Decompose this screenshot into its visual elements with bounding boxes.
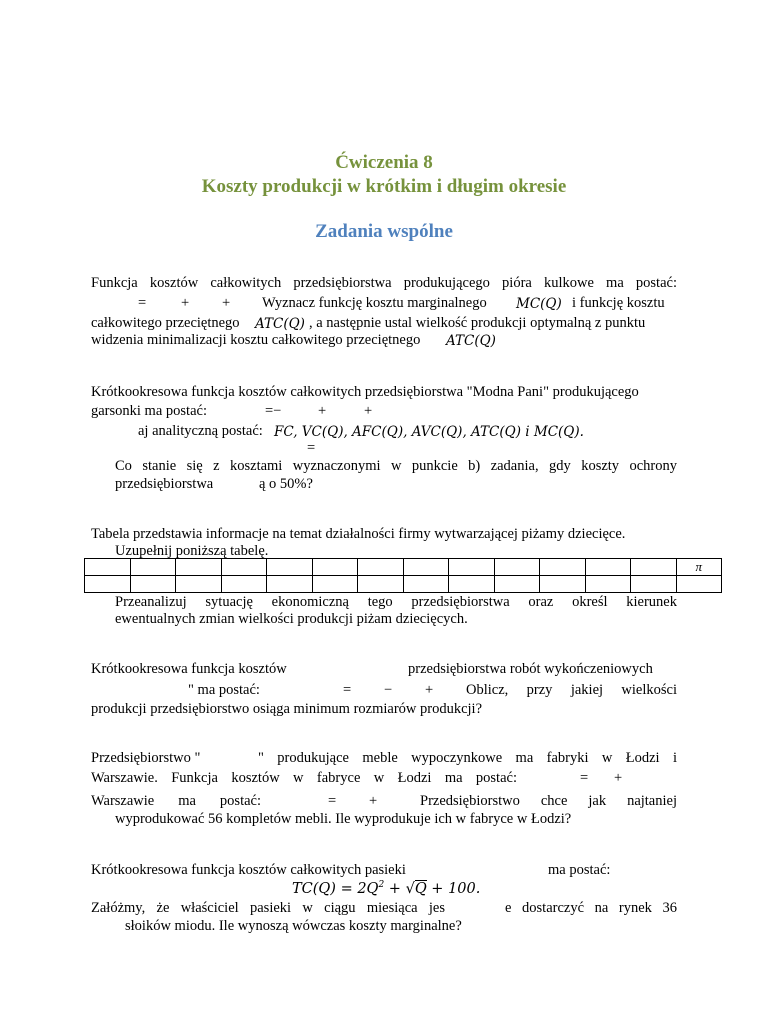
table-row [85, 576, 722, 593]
table-cell [358, 576, 404, 593]
task1-line3a: całkowitego przeciętnego [91, 315, 240, 331]
task5-eq-sym: = [580, 770, 589, 786]
task4-line3: produkcji przedsiębiorstwo osiąga minimum rozmiarów produkcji? [91, 701, 483, 717]
task5-eq-sym: = [328, 793, 337, 809]
task4-line1a: Krótkookresowa funkcja kosztów [91, 661, 287, 677]
task3-line4: ewentualnych zmian wielkości produkcji piżam dziecięcych. [115, 611, 468, 627]
table-row [85, 559, 722, 576]
table-cell [585, 559, 631, 576]
task2-line3: aj analityczną postać: [138, 423, 263, 439]
sqrt-argument: Q [414, 880, 427, 897]
task5-line4: wyprodukować 56 kompletów mebli. Ile wyprodukuje ich w fabryce w Łodzi? [115, 811, 572, 827]
table-cell [494, 559, 540, 576]
task4-eq-sym: − [384, 682, 393, 698]
table-cell [449, 576, 495, 593]
table-cell [176, 559, 222, 576]
table-cell [221, 559, 267, 576]
table-cell [585, 576, 631, 593]
table-cell [267, 559, 313, 576]
task6-formula [292, 880, 480, 897]
task2-line5b: ą o 50%? [259, 476, 313, 492]
table-cell [312, 576, 358, 593]
task6-line4: słoików miodu. Ile wynoszą wówczas koszty marginalne? [125, 918, 462, 934]
task6-line3b: e dostarczyć na rynek 36 [505, 900, 677, 916]
table-cell [85, 576, 131, 593]
task6-line1b: ma postać: [548, 862, 611, 878]
table-cell [403, 576, 449, 593]
task2-line2: garsonki ma postać: [91, 403, 207, 419]
task1-eq-sym: + [181, 295, 190, 311]
task4-line1b: przedsiębiorstwa robót wykończeniowych [408, 661, 653, 677]
task2-line4: Co stanie się z kosztami wyznaczonymi w punkcie b) zadania, gdy koszty ochrony [115, 458, 677, 474]
task2-eq-sym: = [307, 440, 316, 456]
formula-plus: + [384, 880, 406, 897]
task5-eq-sym: + [369, 793, 378, 809]
table-cell [676, 576, 722, 593]
table-cell [130, 559, 176, 576]
task5-line3a: Warszawie ma postać: [91, 793, 261, 809]
task4-eq-sym: + [425, 682, 434, 698]
formula-exponent: 2 [378, 880, 385, 890]
table-cell [494, 576, 540, 593]
table-cell [312, 559, 358, 576]
task1-line2-end: i funkcję kosztu [572, 295, 665, 311]
sqrt-symbol: √ [405, 880, 415, 897]
formula-end: + 100. [426, 880, 481, 897]
task1-atc-math: ATC(Q) [255, 316, 305, 332]
table-cell [130, 576, 176, 593]
page-title: Ćwiczenia 8 [335, 152, 433, 173]
table-cell [267, 576, 313, 593]
table-cell [631, 559, 677, 576]
task4-line2b: Oblicz, przy jakiej wielkości [466, 682, 677, 698]
task3-line2: Uzupełnij poniższą tabelę. [115, 543, 269, 559]
table-cell [85, 559, 131, 576]
table-cell [540, 576, 586, 593]
table-cell [221, 576, 267, 593]
table-cell [540, 559, 586, 576]
task6-line3a: Załóżmy, że właściciel pasieki w ciągu miesiąca jes [91, 900, 445, 916]
task1-line1: Funkcja kosztów całkowitych przedsiębiorstwa produkującego pióra kulkowe ma postać: [91, 275, 677, 291]
task5-eq-sym: + [614, 770, 623, 786]
task3-line3: Przeanalizuj sytuację ekonomiczną tego przedsiębiorstwa oraz określ kierunek [115, 594, 677, 610]
task4-eq-sym: = [343, 682, 352, 698]
task5-line3b: Przedsiębiorstwo chce jak najtaniej [420, 793, 677, 809]
formula-lhs: TC(Q) = 2Q [292, 880, 379, 897]
task5-line1a: Przedsiębiorstwo " [91, 750, 201, 766]
task4-line2a: " ma postać: [188, 682, 260, 698]
task1-eq-sym: + [222, 295, 231, 311]
table-header-profit: π [676, 559, 722, 576]
task1-eq-sym: = [138, 295, 147, 311]
task2-line5a: przedsiębiorstwa [115, 476, 214, 492]
data-table [84, 558, 722, 593]
page-subtitle: Koszty produkcji w krótkim i długim okresie [201, 176, 567, 197]
task2-cost-functions-math: FC, VC(Q), AFC(Q), AVC(Q), ATC(Q) i MC(Q). [274, 424, 584, 440]
table-cell [631, 576, 677, 593]
task1-line2-text: Wyznacz funkcję kosztu marginalnego [262, 295, 487, 311]
table-cell [176, 576, 222, 593]
task5-line1b: " produkujące meble wypoczynkowe ma fabryki w Łodzi i [258, 750, 677, 766]
task6-line1a: Krótkookresowa funkcja kosztów całkowitych pasieki [91, 862, 406, 878]
task1-atc-math: ATC(Q) [446, 333, 496, 349]
task2-eq-sym: + [364, 403, 373, 419]
task1-mc-math: MC(Q) [516, 296, 562, 312]
task1-line3b: , a następnie ustal wielkość produkcji optymalną z punktu [309, 315, 646, 331]
task2-eq-sym: =− [265, 403, 282, 419]
table-cell [449, 559, 495, 576]
task3-line1: Tabela przedstawia informacje na temat działalności firmy wytwarzającej piżamy dziecięce. [91, 526, 626, 542]
table-cell [358, 559, 404, 576]
task1-line4a: widzenia minimalizacji kosztu całkowitego przeciętnego [91, 332, 421, 348]
section-heading: Zadania wspólne [315, 221, 453, 242]
task2-eq-sym: + [318, 403, 327, 419]
task2-line1: Krótkookresowa funkcja kosztów całkowitych przedsiębiorstwa "Modna Pani" produkującego [91, 384, 639, 400]
table-cell [403, 559, 449, 576]
task5-line2a: Warszawie. Funkcja kosztów w fabryce w Łodzi ma postać: [91, 770, 517, 786]
